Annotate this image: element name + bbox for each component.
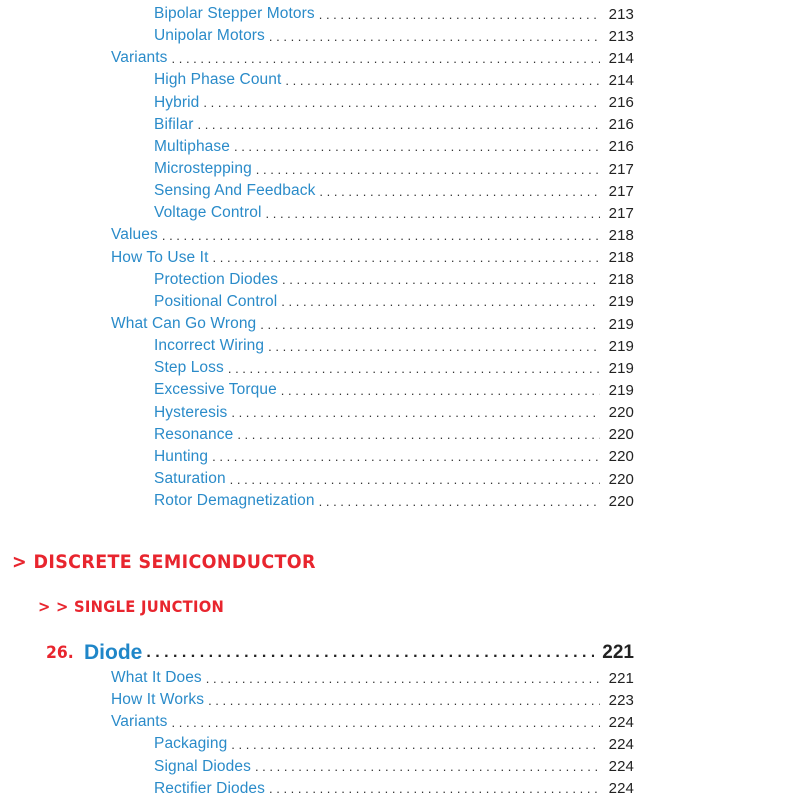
toc-entry[interactable] (0, 733, 800, 755)
chapter-page-number: 221 (602, 642, 634, 663)
dot-leader (237, 427, 600, 442)
toc-entry-page-number: 217 (608, 160, 634, 178)
toc-entry[interactable] (0, 92, 800, 114)
toc-entry[interactable] (0, 379, 800, 401)
toc-entry-title: Protection Diodes (154, 270, 279, 288)
toc-entry[interactable] (0, 402, 800, 424)
toc-entry-page-number: 224 (608, 780, 634, 798)
dot-leader (282, 272, 600, 287)
toc-entry-title: Packaging (154, 735, 228, 753)
toc-entry-title: Rotor Demagnetization (154, 492, 315, 510)
toc-entry-title: Hysteresis (154, 403, 228, 421)
toc-entry-title: Incorrect Wiring (154, 337, 265, 355)
dot-leader (172, 715, 600, 730)
dot-leader (206, 671, 600, 686)
section-heading: > DISCRETE SEMICONDUCTOR (12, 551, 316, 573)
toc-entry-title: High Phase Count (154, 71, 282, 89)
toc-entry[interactable] (0, 313, 800, 335)
toc-entry-page-number: 220 (608, 448, 634, 466)
toc-entry-page-number: 223 (608, 691, 634, 709)
toc-entry[interactable] (0, 291, 800, 313)
toc-entry-page-number: 216 (608, 138, 634, 156)
dot-leader (213, 250, 601, 265)
toc-entry[interactable] (0, 667, 800, 689)
toc-entry[interactable] (0, 25, 800, 47)
toc-entry-page-number: 217 (608, 182, 634, 200)
toc-entry-page-number: 216 (608, 116, 634, 134)
toc-entry-title: Variants (111, 49, 168, 67)
dot-leader (260, 317, 600, 332)
toc-entry[interactable] (0, 446, 800, 468)
dot-leader (231, 405, 600, 420)
toc-entry-title: What Can Go Wrong (111, 315, 257, 333)
toc-entry-title: Step Loss (154, 359, 224, 377)
dot-leader (231, 737, 600, 752)
toc-entry-title: Resonance (154, 425, 234, 443)
dot-leader (269, 781, 600, 796)
dot-leader (197, 117, 600, 132)
toc-entry-page-number: 221 (608, 669, 634, 687)
dot-leader (281, 383, 600, 398)
toc-entry-title: What It Does (111, 669, 202, 687)
toc-entry-page-number: 218 (608, 271, 634, 289)
toc-list-top (0, 3, 800, 512)
toc-entry[interactable] (0, 424, 800, 446)
dot-leader (319, 184, 600, 199)
toc-entry[interactable] (0, 756, 800, 778)
dot-leader (281, 294, 600, 309)
toc-entry-page-number: 219 (608, 293, 634, 311)
toc-entry[interactable] (0, 247, 800, 269)
toc-entry-title: Bifilar (154, 115, 194, 133)
dot-leader (256, 162, 600, 177)
toc-entry-page-number: 216 (608, 94, 634, 112)
toc-entry-page-number: 213 (608, 5, 634, 23)
toc-entry-page-number: 219 (608, 381, 634, 399)
chapter-title: Diode (84, 641, 143, 664)
dot-leader (269, 29, 600, 44)
toc-entry-page-number: 214 (608, 49, 634, 67)
toc-entry[interactable] (0, 335, 800, 357)
dot-leader (319, 494, 600, 509)
toc-entry-title: Hunting (154, 447, 209, 465)
toc-entry[interactable] (0, 357, 800, 379)
chapter-dot-leader (146, 644, 594, 662)
toc-entry[interactable] (0, 490, 800, 512)
toc-entry-page-number: 213 (608, 27, 634, 45)
toc-entry-page-number: 224 (608, 713, 634, 731)
toc-entry-page-number: 220 (608, 404, 634, 422)
toc-entry-title: Sensing And Feedback (154, 182, 316, 200)
toc-entry-page-number: 219 (608, 359, 634, 377)
dot-leader (208, 693, 600, 708)
toc-entry-title: Hybrid (154, 93, 200, 111)
toc-entry-page-number: 219 (608, 337, 634, 355)
toc-entry-page-number: 220 (608, 426, 634, 444)
toc-entry-title: Rectifier Diodes (154, 779, 266, 797)
toc-entry-title: Voltage Control (154, 204, 262, 222)
toc-entry-page-number: 224 (608, 735, 634, 753)
toc-entry-page-number: 219 (608, 315, 634, 333)
dot-leader (162, 228, 600, 243)
chapter-number: 26. (46, 643, 74, 663)
toc-entry-title: Variants (111, 713, 168, 731)
toc-entry-title: Values (111, 226, 158, 244)
dot-leader (234, 139, 600, 154)
subsection-heading: > > SINGLE JUNCTION (38, 597, 225, 616)
dot-leader (228, 361, 600, 376)
toc-entry-title: Multiphase (154, 137, 230, 155)
toc-entry[interactable] (0, 689, 800, 711)
toc-entry[interactable] (0, 269, 800, 291)
dot-leader (285, 73, 600, 88)
toc-entry-title: Unipolar Motors (154, 27, 265, 45)
dot-leader (255, 759, 600, 774)
dot-leader (268, 339, 600, 354)
toc-entry-title: Excessive Torque (154, 381, 277, 399)
toc-entry-title: Bipolar Stepper Motors (154, 5, 315, 23)
toc-entry-title: Microstepping (154, 160, 252, 178)
toc-entry[interactable] (0, 3, 800, 25)
dot-leader (212, 449, 600, 464)
dot-leader (230, 472, 600, 487)
toc-entry[interactable] (0, 47, 800, 69)
toc-entry[interactable] (0, 778, 800, 800)
toc-entry-title: How It Works (111, 691, 205, 709)
toc-entry-page-number: 214 (608, 71, 634, 89)
toc-list-chapter (0, 667, 800, 800)
dot-leader (266, 206, 601, 221)
toc-entry[interactable] (0, 69, 800, 91)
toc-entry[interactable] (0, 114, 800, 136)
dot-leader (203, 95, 600, 110)
toc-entry-page-number: 220 (608, 470, 634, 488)
toc-entry-page-number: 220 (608, 492, 634, 510)
chapter-entry[interactable] (46, 640, 634, 666)
toc-entry-title: How To Use It (111, 248, 209, 266)
toc-entry-title: Positional Control (154, 292, 278, 310)
toc-entry-title: Saturation (154, 470, 226, 488)
toc-entry[interactable] (0, 136, 800, 158)
toc-entry[interactable] (0, 180, 800, 202)
toc-entry-page-number: 218 (608, 249, 634, 267)
toc-entry[interactable] (0, 224, 800, 246)
toc-entry[interactable] (0, 468, 800, 490)
toc-entry-title: Signal Diodes (154, 757, 251, 775)
dot-leader (172, 51, 600, 66)
toc-entry-page-number: 217 (608, 204, 634, 222)
toc-entry[interactable] (0, 711, 800, 733)
toc-entry-page-number: 218 (608, 226, 634, 244)
toc-entry[interactable] (0, 158, 800, 180)
toc-entry[interactable] (0, 202, 800, 224)
toc-entry-page-number: 224 (608, 758, 634, 776)
dot-leader (319, 7, 600, 22)
